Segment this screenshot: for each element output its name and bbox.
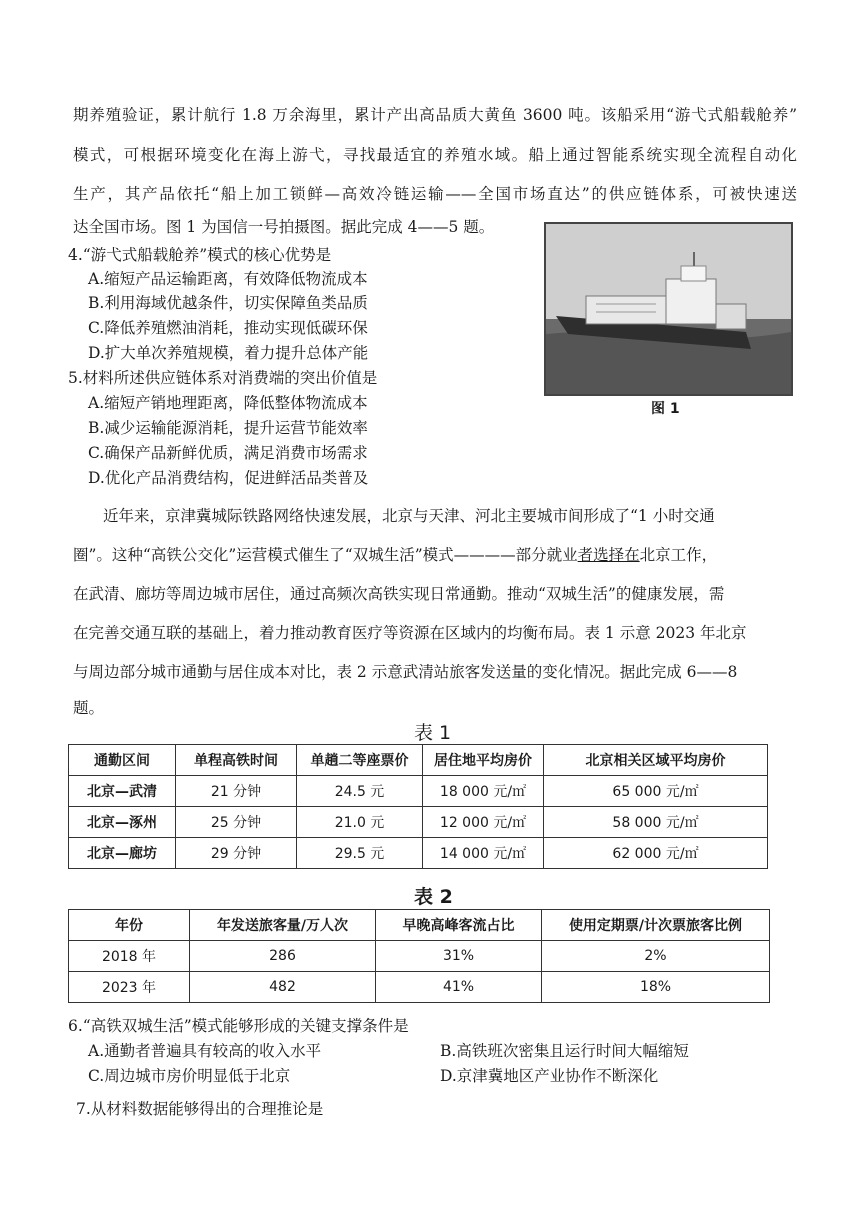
question-6-option-d[interactable]: D.京津冀地区产业协作不断深化 — [440, 1067, 659, 1085]
passage1-line-1: 期养殖验证，累计航行 1.8 万余海里，累计产出高品质大黄鱼 3600 吨。该船采用“游弋式船载舱养” — [73, 106, 797, 124]
table1 — [68, 744, 768, 869]
figure-caption: 图 1 — [651, 401, 680, 417]
table1-header: 通勤区间 — [69, 745, 176, 776]
passage2-line-4: 在完善交通互联的基础上，着力推动教育医疗等资源在区域内的均衡布局。表 1 示意 2023 年北京 — [73, 624, 747, 642]
table2-cell: 41% — [376, 972, 542, 1003]
table2-header: 年份 — [69, 910, 190, 941]
table2-header: 年发送旅客量/万人次 — [190, 910, 376, 941]
table1-cell: 58 000 元/㎡ — [544, 807, 768, 838]
table-row — [69, 807, 768, 838]
question-5-option-b[interactable]: B.减少运输能源消耗，提升运营节能效率 — [88, 419, 368, 437]
table1-cell: 北京—涿州 — [69, 807, 176, 838]
passage1-line-3: 生产，其产品依托“船上加工锁鲜—高效冷链运输——全国市场直达”的供应链体系，可被快速送 — [73, 185, 797, 203]
passage2-line-1: 近年来，京津冀城际铁路网络快速发展，北京与天津、河北主要城市间形成了“1 小时交通 — [103, 507, 715, 525]
table1-cell: 21.0 元 — [297, 807, 423, 838]
question-4-option-d[interactable]: D.扩大单次养殖规模，着力提升总体产能 — [88, 344, 369, 362]
question-4-stem: 4.“游弋式船载舱养”模式的核心优势是 — [68, 246, 332, 264]
question-4-option-b[interactable]: B.利用海域优越条件，切实保障鱼类品质 — [88, 294, 368, 312]
table1-cell: 18 000 元/㎡ — [423, 776, 544, 807]
passage2-line-3: 在武清、廊坊等周边城市居住，通过高频次高铁实现日常通勤。推动“双城生活”的健康发展，需 — [73, 585, 725, 603]
table-row — [69, 776, 768, 807]
table2 — [68, 909, 770, 1003]
table1-header: 北京相关区域平均房价 — [544, 745, 768, 776]
table2-cell: 286 — [190, 941, 376, 972]
table1-cell: 65 000 元/㎡ — [544, 776, 768, 807]
question-5-option-c[interactable]: C.确保产品新鲜优质，满足消费市场需求 — [88, 444, 368, 462]
table-row — [69, 972, 770, 1003]
table1-cell: 29.5 元 — [297, 838, 423, 869]
table1-header: 单趟二等座票价 — [297, 745, 423, 776]
passage2-line-6: 题。 — [73, 699, 105, 717]
passage1-line-4: 达全国市场。图 1 为国信一号拍摄图。据此完成 4——5 题。 — [73, 218, 495, 236]
table1-cell: 21 分钟 — [176, 776, 297, 807]
question-6-option-b[interactable]: B.高铁班次密集且运行时间大幅缩短 — [440, 1042, 689, 1060]
passage2-line-2-start: 圈”。这种“高铁公交化”运营模式催生了“双城生活”模式————部分就业 — [73, 546, 578, 564]
table-row — [69, 838, 768, 869]
table2-header: 早晚高峰客流占比 — [376, 910, 542, 941]
question-4-option-c[interactable]: C.降低养殖燃油消耗，推动实现低碳环保 — [88, 319, 368, 337]
table1-header-row — [69, 745, 768, 776]
passage1-line-2: 模式，可根据环境变化在海上游弋，寻找最适宜的养殖水域。船上通过智能系统实现全流程自动化 — [73, 146, 797, 164]
question-5-stem: 5.材料所述供应链体系对消费端的突出价值是 — [68, 369, 378, 387]
table-row — [69, 941, 770, 972]
table2-title: 表 2 — [414, 886, 453, 908]
question-4-option-a[interactable]: A.缩短产品运输距离，有效降低物流成本 — [88, 270, 368, 288]
question-7-stem: 7.从材料数据能够得出的合理推论是 — [76, 1100, 324, 1118]
passage2-line-5: 与周边部分城市通勤与居住成本对比，表 2 示意武清站旅客发送量的变化情况。据此完成 6——8 — [73, 663, 738, 681]
passage2-line-2-end: 北京工作， — [639, 546, 718, 564]
question-6-option-a[interactable]: A.通勤者普遍具有较高的收入水平 — [88, 1042, 322, 1060]
table1-cell: 北京—武清 — [69, 776, 176, 807]
table2-cell: 2% — [542, 941, 770, 972]
table2-cell: 18% — [542, 972, 770, 1003]
passage2-underlined-text: 者选择在 — [577, 546, 640, 564]
table2-cell: 2018 年 — [69, 941, 190, 972]
table2-cell: 31% — [376, 941, 542, 972]
ship-photo — [544, 222, 793, 396]
table1-cell: 14 000 元/㎡ — [423, 838, 544, 869]
question-6-stem: 6.“高铁双城生活”模式能够形成的关键支撑条件是 — [68, 1017, 409, 1035]
table1-cell: 12 000 元/㎡ — [423, 807, 544, 838]
table1-cell: 25 分钟 — [176, 807, 297, 838]
table1-title: 表 1 — [414, 722, 452, 744]
table1-cell: 62 000 元/㎡ — [544, 838, 768, 869]
question-5-option-a[interactable]: A.缩短产销地理距离，降低整体物流成本 — [88, 394, 368, 412]
table2-cell: 2023 年 — [69, 972, 190, 1003]
table2-cell: 482 — [190, 972, 376, 1003]
table1-cell: 24.5 元 — [297, 776, 423, 807]
table1-cell: 北京—廊坊 — [69, 838, 176, 869]
table1-header: 居住地平均房价 — [423, 745, 544, 776]
table2-header-row — [69, 910, 770, 941]
table1-header: 单程高铁时间 — [176, 745, 297, 776]
question-6-option-c[interactable]: C.周边城市房价明显低于北京 — [88, 1067, 291, 1085]
table2-header: 使用定期票/计次票旅客比例 — [542, 910, 770, 941]
passage2-line-2 — [73, 544, 717, 566]
table1-cell: 29 分钟 — [176, 838, 297, 869]
question-5-option-d[interactable]: D.优化产品消费结构，促进鲜活品类普及 — [88, 469, 369, 487]
